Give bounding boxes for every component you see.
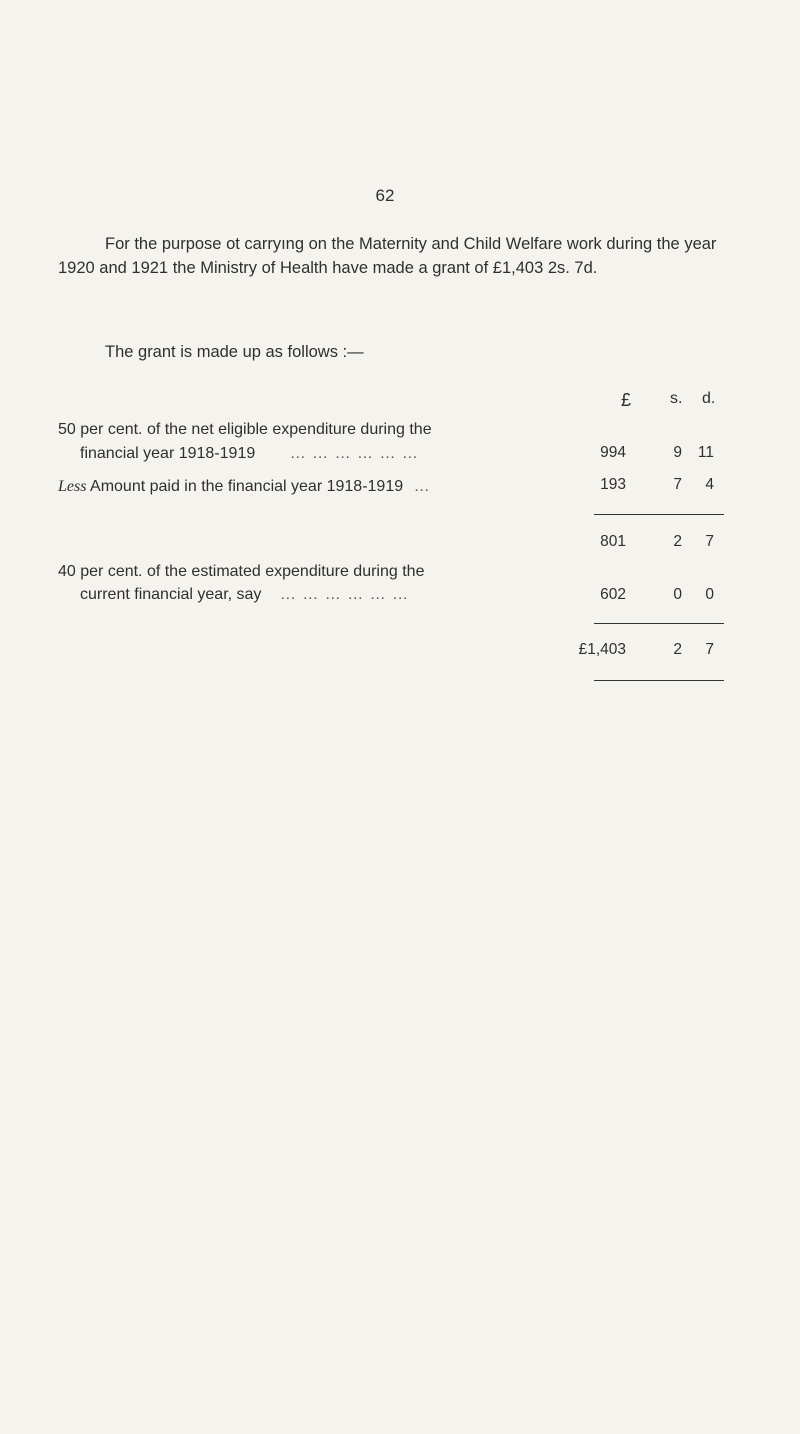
intro-paragraph: For the purpose ot carryıng on the Maternity and Child Welfare work during the year 1920 and 1921 the Ministry of Health have made a grant of £1,403 2s. 7d. [58,235,717,277]
row4-line2-text: current financial year, say [80,586,262,603]
subtotal-pence: 7 [705,533,714,550]
total-pounds: £1,403 [578,641,626,658]
column-header-shillings: s. [670,390,683,407]
row2-pence: 4 [705,476,714,493]
row4-line2 [80,583,409,606]
row1-dots: … … … … … … [289,445,419,462]
row4-dots: … … … … … … [279,586,410,603]
row2-prefix: Less [58,478,87,495]
page-number: 62 [375,186,395,205]
row1-shillings: 9 [673,444,682,461]
row4-line1: 40 per cent. of the estimated expenditure during the [58,563,425,580]
row4-pence: 0 [705,586,714,603]
row2-line [58,475,431,498]
row2-dots: … [413,478,431,495]
row2-shillings: 7 [673,476,682,493]
row4-pounds: 602 [600,586,626,603]
row4-shillings: 0 [673,586,682,603]
row1-pounds: 994 [600,444,626,461]
row1-line2-text: financial year 1918-1919 [80,445,256,462]
row2-pounds: 193 [600,476,626,493]
row2-text: Amount paid in the financial year 1918-1919 [86,478,404,495]
lead-paragraph: The grant is made up as follows :— [105,343,364,361]
subtotal-shillings: 2 [673,533,682,550]
subtotal-pounds: 801 [600,533,626,550]
column-header-pounds: £ [621,390,632,410]
row1-pence: 11 [697,444,714,461]
total-pence: 7 [705,641,714,658]
total-shillings: 2 [673,641,682,658]
row1-line2 [80,442,419,465]
closing-rule [594,680,724,681]
row1-line1: 50 per cent. of the net eligible expenditure during the [58,421,432,438]
column-header-pence: d. [702,390,716,407]
subtotal-rule [594,514,724,515]
total-rule [594,623,724,624]
